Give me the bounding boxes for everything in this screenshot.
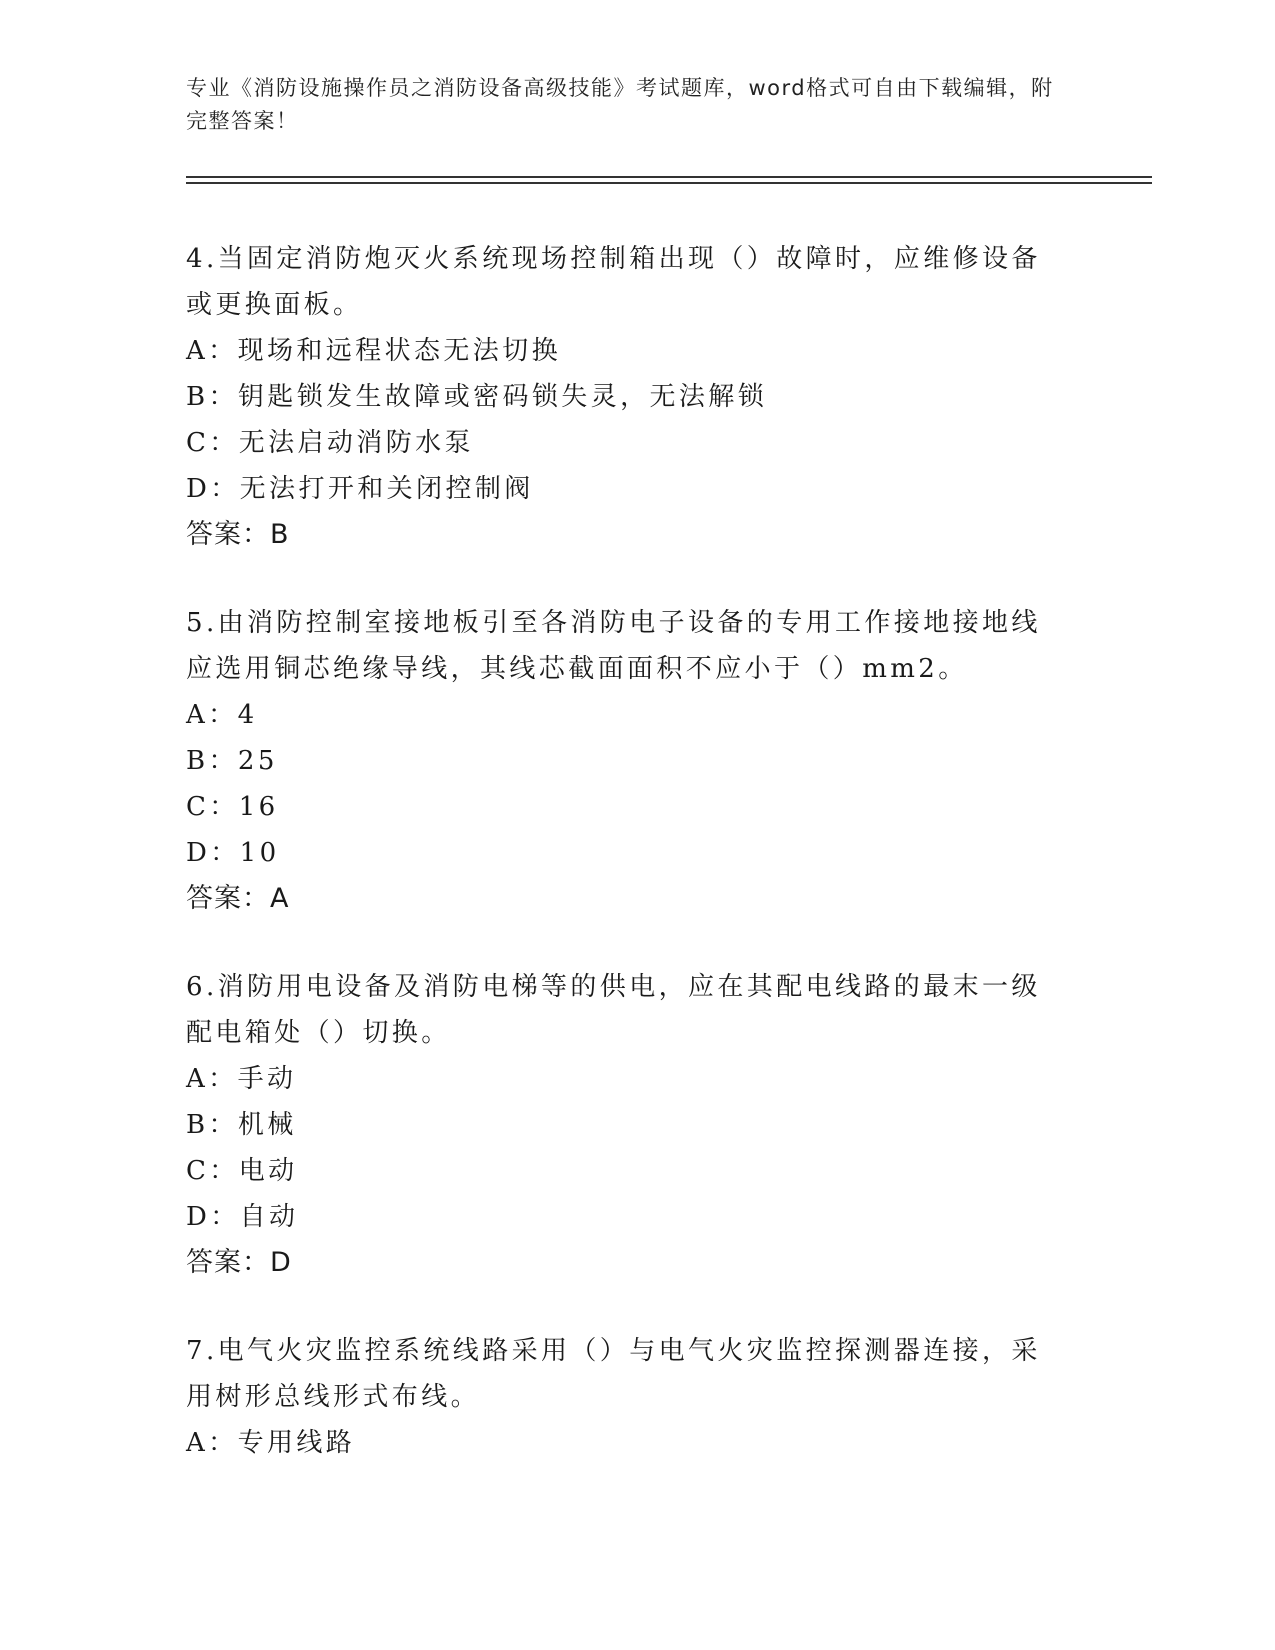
option-a: A：现场和远程状态无法切换 xyxy=(186,336,561,366)
option-b: B：钥匙锁发生故障或密码锁失灵，无法解锁 xyxy=(186,382,768,412)
option-a: A：专用线路 xyxy=(186,1428,356,1458)
option-c: C：电动 xyxy=(186,1156,298,1186)
option-d: D：自动 xyxy=(186,1202,299,1232)
option-b: B：机械 xyxy=(186,1110,297,1140)
question-text: 5.由消防控制室接地板引至各消防电子设备的专用工作接地接地线应选用铜芯绝缘导线，其线芯截面面积不应小于（）mm2。 xyxy=(186,608,1041,684)
option-c: C：16 xyxy=(186,792,279,822)
question-7 xyxy=(186,1328,1066,1466)
option-a: A：手动 xyxy=(186,1064,297,1094)
question-text: 7.电气火灾监控系统线路采用（）与电气火灾监控探测器连接，采用树形总线形式布线。 xyxy=(186,1336,1041,1412)
question-list xyxy=(186,236,1066,1508)
answer: 答案：A xyxy=(186,883,290,914)
answer: 答案：D xyxy=(186,1247,292,1278)
option-a: A：4 xyxy=(186,700,258,730)
option-d: D：10 xyxy=(186,838,280,868)
option-b: B：25 xyxy=(186,746,278,776)
option-c: C：无法启动消防水泵 xyxy=(186,428,474,458)
question-text: 6.消防用电设备及消防电梯等的供电，应在其配电线路的最末一级配电箱处（）切换。 xyxy=(186,972,1041,1048)
question-6 xyxy=(186,964,1066,1286)
option-d: D：无法打开和关闭控制阀 xyxy=(186,474,534,504)
question-text: 4.当固定消防炮灭火系统现场控制箱出现（）故障时，应维修设备或更换面板。 xyxy=(186,244,1041,320)
question-4 xyxy=(186,236,1066,558)
question-5 xyxy=(186,600,1066,922)
header-rule-top xyxy=(186,176,1152,178)
document-header: 专业《消防设施操作员之消防设备高级技能》考试题库，word格式可自由下载编辑，附完整答案！ xyxy=(186,76,1054,133)
header-rule-bottom xyxy=(186,182,1152,184)
answer: 答案：B xyxy=(186,519,290,550)
